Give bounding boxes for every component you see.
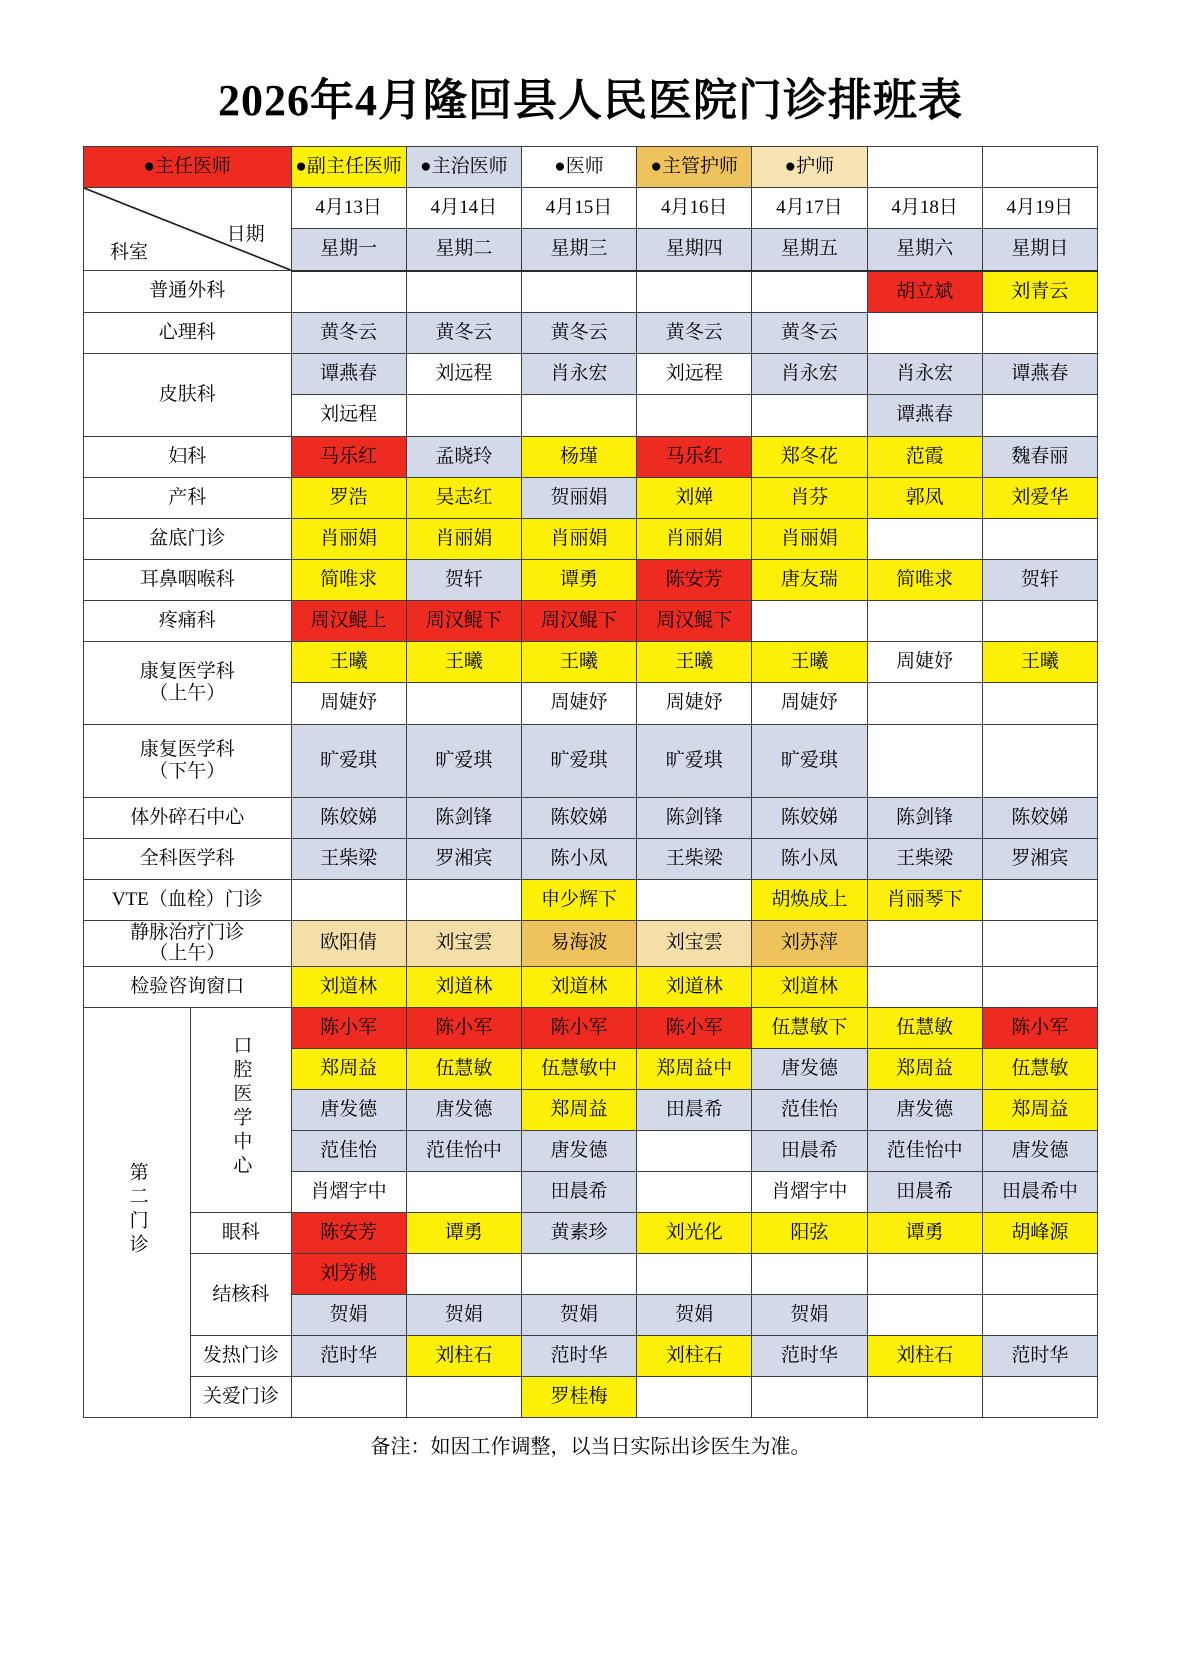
table-row — [84, 312, 1098, 353]
schedule-cell: 田晨希 — [752, 1131, 867, 1172]
schedule-cell — [637, 1172, 752, 1213]
schedule-cell: 伍慧敏下 — [752, 1008, 867, 1049]
legend-cell-3: ●医师 — [521, 147, 636, 188]
dept-label: 耳鼻咽喉科 — [84, 559, 292, 600]
schedule-cell: 陈小凤 — [521, 838, 636, 879]
schedule-cell: 王曦 — [521, 641, 636, 683]
schedule-cell: 谭勇 — [521, 559, 636, 600]
schedule-cell — [521, 395, 636, 437]
schedule-cell: 旷爱琪 — [521, 724, 636, 797]
legend-cell-4: ●主管护师 — [637, 147, 752, 188]
schedule-cell — [406, 395, 521, 437]
table-row — [84, 879, 1098, 920]
schedule-cell — [637, 1254, 752, 1295]
table-row — [84, 1336, 1098, 1377]
schedule-cell: 黄冬云 — [406, 312, 521, 353]
schedule-cell — [867, 683, 982, 725]
schedule-cell: 肖丽娟 — [521, 518, 636, 559]
schedule-cell — [982, 683, 1097, 725]
schedule-cell — [291, 271, 406, 313]
schedule-cell — [867, 967, 982, 1008]
schedule-cell: 谭燕春 — [291, 353, 406, 395]
table-row — [84, 1213, 1098, 1254]
schedule-cell — [291, 879, 406, 920]
schedule-cell — [982, 312, 1097, 353]
schedule-cell — [521, 1254, 636, 1295]
schedule-cell: 马乐红 — [291, 436, 406, 477]
schedule-cell: 贺轩 — [982, 559, 1097, 600]
schedule-cell: 刘柱石 — [867, 1336, 982, 1377]
schedule-cell: 陈小军 — [406, 1008, 521, 1049]
legend-cell-2: ●主治医师 — [406, 147, 521, 188]
schedule-cell: 周汉鲲上 — [291, 600, 406, 641]
weekday-header-4: 星期五 — [752, 229, 867, 271]
schedule-cell: 周婕妤 — [867, 641, 982, 683]
schedule-cell: 肖丽琴下 — [867, 879, 982, 920]
schedule-cell: 简唯求 — [291, 559, 406, 600]
schedule-cell — [867, 312, 982, 353]
schedule-cell — [982, 600, 1097, 641]
schedule-cell — [752, 271, 867, 313]
schedule-cell: 旷爱琪 — [637, 724, 752, 797]
schedule-cell: 刘道林 — [637, 967, 752, 1008]
schedule-cell: 周汉鲲下 — [637, 600, 752, 641]
table-row — [84, 559, 1098, 600]
table-row — [84, 838, 1098, 879]
table-row — [84, 920, 1098, 967]
schedule-cell: 范时华 — [982, 1336, 1097, 1377]
dept-label: 全科医学科 — [84, 838, 292, 879]
table-row — [84, 967, 1098, 1008]
schedule-cell: 刘道林 — [521, 967, 636, 1008]
schedule-cell — [752, 395, 867, 437]
schedule-cell: 刘青云 — [982, 271, 1097, 313]
schedule-cell: 贺娟 — [406, 1295, 521, 1336]
schedule-cell — [982, 967, 1097, 1008]
schedule-cell: 郑周益中 — [637, 1049, 752, 1090]
schedule-cell: 刘道林 — [406, 967, 521, 1008]
schedule-cell — [406, 879, 521, 920]
subdept-label: 关爱门诊 — [191, 1377, 291, 1418]
corner-date-label: 日期 — [226, 224, 265, 245]
schedule-cell: 黄冬云 — [291, 312, 406, 353]
schedule-cell: 贺娟 — [752, 1295, 867, 1336]
schedule-cell: 肖丽娟 — [637, 518, 752, 559]
schedule-cell: 罗浩 — [291, 477, 406, 518]
schedule-cell: 谭燕春 — [867, 395, 982, 437]
dept-label: 康复医学科 （上午） — [84, 641, 292, 724]
schedule-cell — [521, 271, 636, 313]
schedule-cell: 孟晓玲 — [406, 436, 521, 477]
schedule-cell — [406, 1254, 521, 1295]
schedule-cell: 陈剑锋 — [867, 797, 982, 838]
schedule-cell — [867, 1295, 982, 1336]
schedule-cell — [867, 1377, 982, 1418]
schedule-cell: 陈姣娣 — [291, 797, 406, 838]
table-row — [84, 641, 1098, 683]
schedule-cell — [982, 879, 1097, 920]
schedule-cell: 唐发德 — [291, 1090, 406, 1131]
page-title: 2026年4月隆回县人民医院门诊排班表 — [218, 76, 963, 125]
dates-row — [84, 188, 1098, 229]
schedule-cell: 范佳怡中 — [406, 1131, 521, 1172]
legend-cell-5: ●护师 — [752, 147, 867, 188]
weekday-header-5: 星期六 — [867, 229, 982, 271]
schedule-cell — [867, 518, 982, 559]
schedule-cell: 王柴梁 — [867, 838, 982, 879]
schedule-cell: 陈小军 — [982, 1008, 1097, 1049]
schedule-cell: 陈小军 — [637, 1008, 752, 1049]
schedule-cell — [291, 1377, 406, 1418]
schedule-cell: 谭勇 — [406, 1213, 521, 1254]
date-header-5: 4月18日 — [867, 188, 982, 229]
schedule-cell: 陈剑锋 — [637, 797, 752, 838]
schedule-cell: 罗湘宾 — [406, 838, 521, 879]
schedule-cell: 田晨希 — [867, 1172, 982, 1213]
schedule-cell: 刘道林 — [752, 967, 867, 1008]
weekday-header-0: 星期一 — [291, 229, 406, 271]
subdept-label: 口腔医学中心 — [191, 1008, 291, 1213]
schedule-cell: 刘道林 — [291, 967, 406, 1008]
schedule-cell — [637, 271, 752, 313]
legend-cell-7 — [982, 147, 1097, 188]
schedule-cell — [982, 920, 1097, 967]
schedule-cell — [867, 1254, 982, 1295]
schedule-cell: 罗湘宾 — [982, 838, 1097, 879]
schedule-cell — [982, 395, 1097, 437]
schedule-cell — [982, 1295, 1097, 1336]
schedule-cell: 范时华 — [521, 1336, 636, 1377]
date-header-0: 4月13日 — [291, 188, 406, 229]
schedule-cell: 田晨希 — [521, 1172, 636, 1213]
dept-label: 皮肤科 — [84, 353, 292, 436]
schedule-cell: 旷爱琪 — [406, 724, 521, 797]
schedule-cell: 王曦 — [982, 641, 1097, 683]
schedule-cell: 刘柱石 — [637, 1336, 752, 1377]
table-row — [84, 1254, 1098, 1295]
schedule-cell: 王柴梁 — [291, 838, 406, 879]
schedule-cell: 胡焕成上 — [752, 879, 867, 920]
date-header-6: 4月19日 — [982, 188, 1097, 229]
schedule-cell: 范佳怡 — [752, 1090, 867, 1131]
schedule-cell: 周婕妤 — [752, 683, 867, 725]
schedule-cell: 伍慧敏中 — [521, 1049, 636, 1090]
schedule-cell: 阳弦 — [752, 1213, 867, 1254]
schedule-cell — [637, 1131, 752, 1172]
schedule-cell: 刘远程 — [637, 353, 752, 395]
schedule-cell — [406, 1172, 521, 1213]
schedule-cell: 王柴梁 — [637, 838, 752, 879]
table-row — [84, 1377, 1098, 1418]
schedule-cell: 肖永宏 — [867, 353, 982, 395]
schedule-cell — [982, 724, 1097, 797]
schedule-cell: 范时华 — [752, 1336, 867, 1377]
schedule-cell: 黄冬云 — [637, 312, 752, 353]
schedule-cell: 陈姣娣 — [521, 797, 636, 838]
schedule-cell: 王曦 — [291, 641, 406, 683]
schedule-cell: 欧阳倩 — [291, 920, 406, 967]
weekday-header-6: 星期日 — [982, 229, 1097, 271]
weekday-header-3: 星期四 — [637, 229, 752, 271]
schedule-cell: 肖丽娟 — [752, 518, 867, 559]
schedule-cell: 肖永宏 — [521, 353, 636, 395]
schedule-cell: 刘芳桃 — [291, 1254, 406, 1295]
schedule-cell: 郑周益 — [982, 1090, 1097, 1131]
schedule-cell: 王曦 — [406, 641, 521, 683]
legend-cell-1: ●副主任医师 — [291, 147, 406, 188]
table-row — [84, 353, 1098, 395]
schedule-cell: 肖永宏 — [752, 353, 867, 395]
schedule-cell — [982, 1254, 1097, 1295]
schedule-cell: 王曦 — [752, 641, 867, 683]
schedule-cell: 旷爱琪 — [291, 724, 406, 797]
schedule-cell: 肖熠宇中 — [291, 1172, 406, 1213]
schedule-cell: 黄冬云 — [521, 312, 636, 353]
schedule-cell: 马乐红 — [637, 436, 752, 477]
schedule-cell: 刘远程 — [406, 353, 521, 395]
schedule-cell — [406, 683, 521, 725]
schedule-cell: 刘宝雲 — [406, 920, 521, 967]
schedule-cell — [982, 518, 1097, 559]
legend-cell-0: ●主任医师 — [84, 147, 292, 188]
schedule-cell: 田晨希中 — [982, 1172, 1097, 1213]
dept-label: 检验咨询窗口 — [84, 967, 292, 1008]
schedule-cell: 黄冬云 — [752, 312, 867, 353]
dept-label: 心理科 — [84, 312, 292, 353]
dept-label: 康复医学科 （下午） — [84, 724, 292, 797]
table-row — [84, 1008, 1098, 1049]
schedule-cell: 唐发德 — [867, 1090, 982, 1131]
subdept-label: 眼科 — [191, 1213, 291, 1254]
schedule-cell: 罗桂梅 — [521, 1377, 636, 1418]
schedule-cell: 肖丽娟 — [291, 518, 406, 559]
date-header-1: 4月14日 — [406, 188, 521, 229]
schedule-cell: 田晨希 — [637, 1090, 752, 1131]
schedule-cell: 谭勇 — [867, 1213, 982, 1254]
schedule-cell: 易海波 — [521, 920, 636, 967]
table-row — [84, 600, 1098, 641]
schedule-cell: 王曦 — [637, 641, 752, 683]
dept-label: 疼痛科 — [84, 600, 292, 641]
schedule-cell: 周汉鲲下 — [406, 600, 521, 641]
schedule-cell: 陈姣娣 — [752, 797, 867, 838]
schedule-cell: 周汉鲲下 — [521, 600, 636, 641]
dept-label: 静脉治疗门诊 （上午） — [84, 920, 292, 967]
schedule-cell: 胡峰源 — [982, 1213, 1097, 1254]
schedule-cell: 吴志红 — [406, 477, 521, 518]
table-row — [84, 477, 1098, 518]
schedule-cell: 伍慧敏 — [982, 1049, 1097, 1090]
schedule-cell: 魏春丽 — [982, 436, 1097, 477]
schedule-cell: 陈姣娣 — [982, 797, 1097, 838]
table-row — [84, 518, 1098, 559]
footnote: 备注：如因工作调整，以当日实际出诊医生为准。 — [370, 1436, 811, 1459]
schedule-cell — [867, 920, 982, 967]
schedule-cell: 陈小军 — [521, 1008, 636, 1049]
schedule-cell: 唐发德 — [982, 1131, 1097, 1172]
schedule-cell: 周婕妤 — [637, 683, 752, 725]
schedule-cell — [406, 1377, 521, 1418]
schedule-cell: 陈安芳 — [291, 1213, 406, 1254]
schedule-cell: 周婕妤 — [291, 683, 406, 725]
schedule-cell: 周婕妤 — [521, 683, 636, 725]
schedule-cell: 刘婵 — [637, 477, 752, 518]
dept-label: 妇科 — [84, 436, 292, 477]
schedule-cell: 陈小凤 — [752, 838, 867, 879]
table-row — [84, 797, 1098, 838]
subdept-label: 发热门诊 — [191, 1336, 291, 1377]
legend-row — [84, 147, 1098, 188]
schedule-cell — [752, 1254, 867, 1295]
schedule-cell: 郑周益 — [867, 1049, 982, 1090]
schedule-cell: 贺娟 — [637, 1295, 752, 1336]
schedule-cell: 伍慧敏 — [406, 1049, 521, 1090]
dept-label: 产科 — [84, 477, 292, 518]
date-header-4: 4月17日 — [752, 188, 867, 229]
schedule-table — [83, 146, 1098, 1418]
schedule-cell: 范霞 — [867, 436, 982, 477]
legend-cell-6 — [867, 147, 982, 188]
schedule-cell: 唐发德 — [406, 1090, 521, 1131]
schedule-cell: 刘宝雲 — [637, 920, 752, 967]
schedule-cell: 贺娟 — [291, 1295, 406, 1336]
schedule-cell: 贺娟 — [521, 1295, 636, 1336]
table-row — [84, 271, 1098, 313]
table-row — [84, 436, 1098, 477]
schedule-cell — [406, 271, 521, 313]
schedule-cell — [867, 600, 982, 641]
date-header-2: 4月15日 — [521, 188, 636, 229]
schedule-cell: 唐发德 — [521, 1131, 636, 1172]
dept-label: VTE（血栓）门诊 — [84, 879, 292, 920]
schedule-cell: 郑冬花 — [752, 436, 867, 477]
schedule-cell: 唐发德 — [752, 1049, 867, 1090]
schedule-cell — [752, 600, 867, 641]
table-row — [84, 724, 1098, 797]
schedule-cell: 陈剑锋 — [406, 797, 521, 838]
schedule-cell: 肖芬 — [752, 477, 867, 518]
schedule-cell: 郭凤 — [867, 477, 982, 518]
schedule-cell: 范时华 — [291, 1336, 406, 1377]
schedule-cell: 谭燕春 — [982, 353, 1097, 395]
schedule-cell: 陈小军 — [291, 1008, 406, 1049]
dept-label: 普通外科 — [84, 271, 292, 313]
schedule-cell: 贺轩 — [406, 559, 521, 600]
schedule-cell: 范佳怡 — [291, 1131, 406, 1172]
schedule-cell: 唐友瑞 — [752, 559, 867, 600]
schedule-cell — [752, 1377, 867, 1418]
schedule-cell — [982, 1377, 1097, 1418]
schedule-cell: 刘爱华 — [982, 477, 1097, 518]
schedule-cell: 刘光化 — [637, 1213, 752, 1254]
schedule-cell: 郑周益 — [291, 1049, 406, 1090]
second-clinic-label: 第二门诊 — [84, 1008, 191, 1418]
schedule-cell: 刘远程 — [291, 395, 406, 437]
schedule-cell: 胡立斌 — [867, 271, 982, 313]
schedule-cell: 黄素珍 — [521, 1213, 636, 1254]
schedule-cell: 陈安芳 — [637, 559, 752, 600]
schedule-cell: 伍慧敏 — [867, 1008, 982, 1049]
schedule-cell: 刘柱石 — [406, 1336, 521, 1377]
schedule-cell: 贺丽娟 — [521, 477, 636, 518]
schedule-cell: 简唯求 — [867, 559, 982, 600]
schedule-cell: 范佳怡中 — [867, 1131, 982, 1172]
schedule-cell — [637, 879, 752, 920]
dept-label: 体外碎石中心 — [84, 797, 292, 838]
schedule-cell: 申少辉下 — [521, 879, 636, 920]
dept-label: 盆底门诊 — [84, 518, 292, 559]
schedule-cell: 郑周益 — [521, 1090, 636, 1131]
weekday-header-1: 星期二 — [406, 229, 521, 271]
schedule-cell — [637, 395, 752, 437]
schedule-cell: 肖熠宇中 — [752, 1172, 867, 1213]
weekday-header-2: 星期三 — [521, 229, 636, 271]
schedule-cell: 旷爱琪 — [752, 724, 867, 797]
corner-dept-label: 科室 — [110, 242, 149, 264]
date-header-3: 4月16日 — [637, 188, 752, 229]
corner-header — [84, 188, 292, 271]
schedule-cell: 杨瑾 — [521, 436, 636, 477]
schedule-cell — [867, 724, 982, 797]
schedule-cell: 肖丽娟 — [406, 518, 521, 559]
schedule-cell: 刘苏萍 — [752, 920, 867, 967]
schedule-cell — [637, 1377, 752, 1418]
subdept-label: 结核科 — [191, 1254, 291, 1336]
